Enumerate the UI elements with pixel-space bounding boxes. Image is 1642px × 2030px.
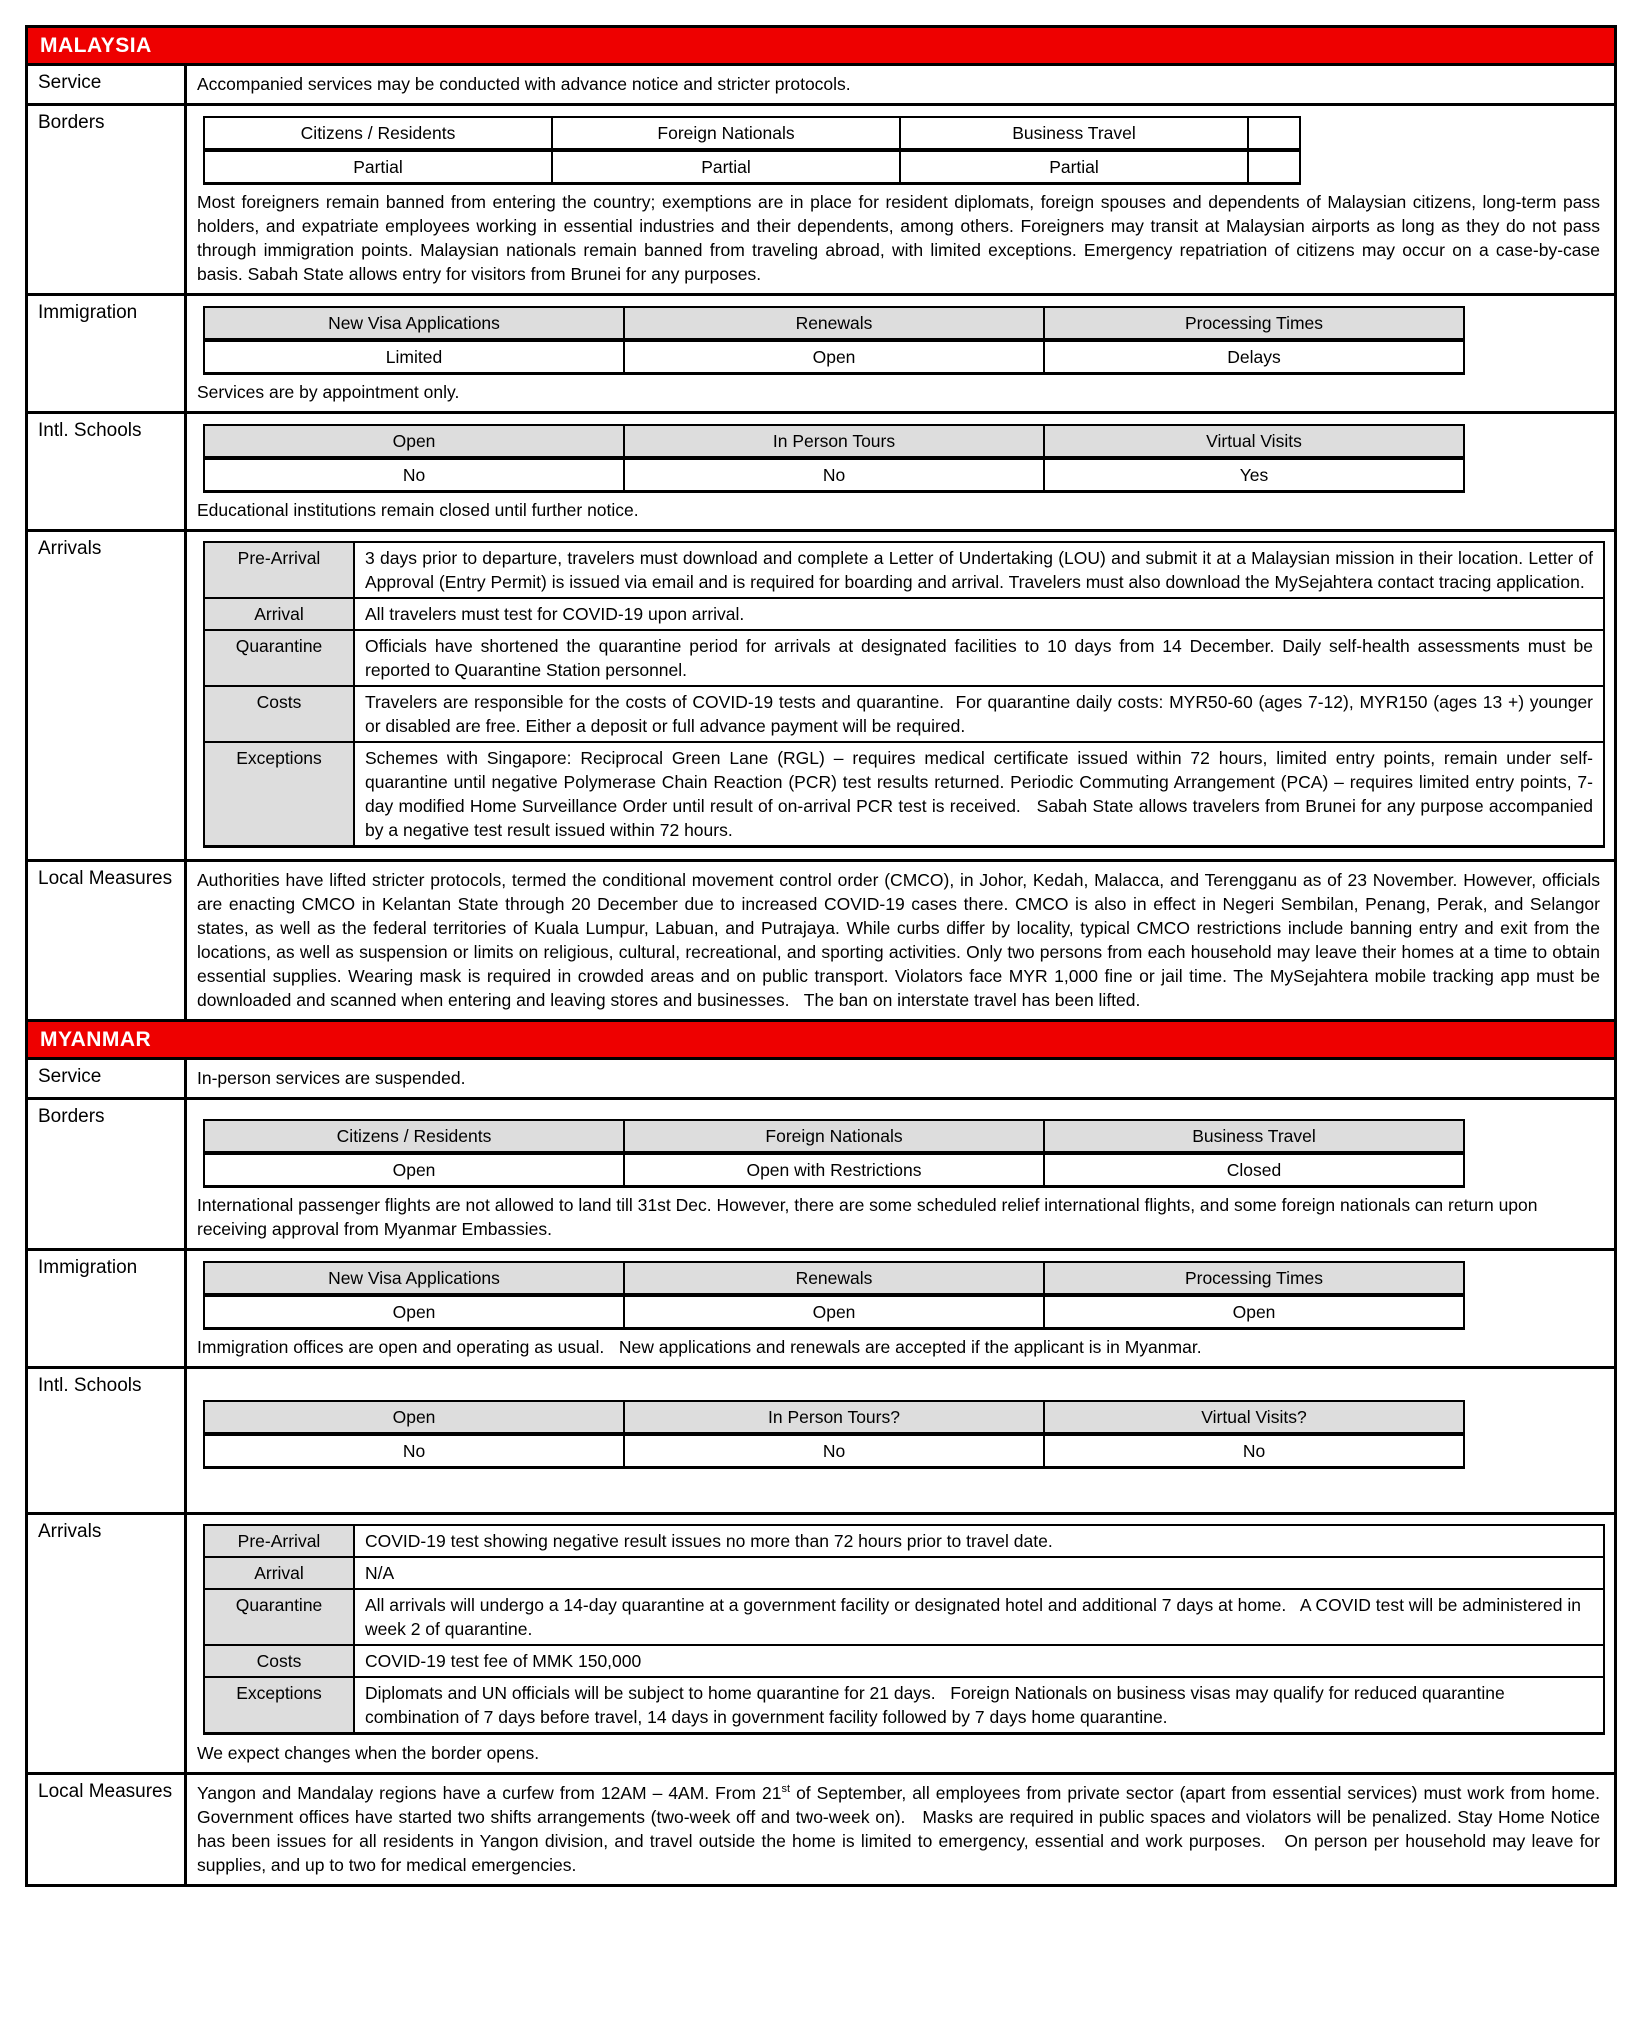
arrivals-text-exceptions: Diplomats and UN officials will be subject to home quarantine for 21 days. Foreign Nationals on business visas may qualify for reduced quarantine combination of 7 days before travel, 14 days in government facility followed by 7 days home quarantine.	[354, 1677, 1604, 1734]
table-header-row	[204, 425, 1464, 458]
value-cell-open: No	[204, 1434, 624, 1468]
value-cell-renewals: Open	[624, 340, 1044, 374]
arrivals-text-arrival: All travelers must test for COVID-19 upon arrival.	[354, 598, 1604, 630]
schools-content	[187, 414, 1614, 529]
table-value-row	[204, 150, 1300, 184]
schools-status-table	[203, 1400, 1465, 1469]
value-cell-renewals: Open	[624, 1295, 1044, 1329]
value-cell-business-travel: Closed	[1044, 1153, 1464, 1187]
row-myanmar-borders	[28, 1097, 1614, 1248]
immigration-text: Immigration offices are open and operating as usual. New applications and renewals are accepted if the applicant is in Myanmar.	[197, 1337, 1202, 1357]
local-measures-superscript: st	[781, 1783, 791, 1796]
table-header-row	[204, 117, 1300, 150]
row-myanmar-immigration	[28, 1248, 1614, 1366]
value-cell-citizens: Open	[204, 1153, 624, 1187]
empty-cell	[1248, 150, 1300, 184]
table-header-row	[204, 1262, 1464, 1295]
arrivals-row-arrival	[204, 598, 1604, 630]
service-text: In-person services are suspended.	[197, 1068, 466, 1088]
arrivals-text-arrival: N/A	[354, 1557, 1604, 1589]
arrivals-content	[187, 1515, 1614, 1772]
arrivals-details-table	[203, 541, 1605, 848]
arrivals-row-pre-arrival	[204, 1525, 1604, 1557]
service-content	[187, 1060, 1614, 1097]
header-cell-open: Open	[204, 425, 624, 458]
arrivals-details-table	[203, 1524, 1605, 1735]
borders-text: Most foreigners remain banned from entering the country; exemptions are in place for resident diplomats, foreign spouses and dependents of Malaysian citizens, long-term pass holders, and expatriate employees working in essential industries and their dependents, among others. Foreigners may transit at Malaysian airports as long as they do not pass through immigration points. Malaysian nationals remain banned from traveling abroad, with limited exceptions. Emergency repatriation of citizens may occur on a case-by-case basis. Sabah State allows entry for visitors from Brunei for any purposes.	[197, 192, 1600, 284]
header-cell-processing-times: Processing Times	[1044, 1262, 1464, 1295]
schools-status-table	[203, 424, 1465, 493]
arrivals-text-exceptions: Schemes with Singapore: Reciprocal Green Lane (RGL) – requires medical certificate issued within 72 hours, limited entry points, remain under self-quarantine until negative Polymerase Chain Reaction (PCR) test results returned. Periodic Commuting Arrangement (PCA) – requires limited entry points, 7-day modified Home Surveillance Order until result of on-arrival PCR test is received. Sabah State allows travelers from Brunei for any purpose accompanied by a negative test result issued within 72 hours.	[354, 742, 1604, 847]
arrivals-content	[187, 532, 1614, 859]
arrivals-label-pre-arrival: Pre-Arrival	[204, 542, 354, 598]
borders-content	[187, 106, 1614, 293]
value-cell-foreign-nationals: Open with Restrictions	[624, 1153, 1044, 1187]
value-cell-processing-times: Delays	[1044, 340, 1464, 374]
row-label-intl-schools: Intl. Schools	[28, 1369, 187, 1512]
table-value-row	[204, 1434, 1464, 1468]
table-value-row	[204, 340, 1464, 374]
header-cell-new-visa: New Visa Applications	[204, 1262, 624, 1295]
schools-content	[187, 1369, 1614, 1512]
header-cell-in-person-tours: In Person Tours	[624, 425, 1044, 458]
row-label-arrivals: Arrivals	[28, 532, 187, 859]
local-measures-part2: of September, all employees from private sector (apart from essential services) must work from home. Government offices have started two shifts arrangements (two-week off and two-week on). Masks are required in public spaces and violators will be penalized. Stay Home Notice has been issues for all residents in Yangon division, and travel outside the home is limited to emergency, essential and work purposes. On person per household may leave for supplies, and up to two for medical emergencies.	[197, 1783, 1600, 1875]
local-measures-text: Authorities have lifted stricter protocols, termed the conditional movement control order (CMCO), in Johor, Kedah, Malacca, and Terengganu as of 23 November. However, officials are enacting CMCO in Kelantan State through 20 December due to increased COVID-19 cases there. CMCO is also in effect in Negeri Sembilan, Penang, Perak, and Selangor states, as well as the federal territories of Kuala Lumpur, Labuan, and Putrajaya. While curbs differ by locality, typical CMCO restrictions include banning entry and exit from the locations, as well as suspension or limits on religious, cultural, recreational, and sporting activities. Only two persons from each household may leave their homes at a time to obtain essential supplies. Wearing mask is required in crowded areas and on public transport. Violators face MYR 1,000 fine or jail time. The MySejahtera mobile tracking app must be downloaded and scanned when entering and leaving stores and businesses. The ban on interstate travel has been lifted.	[197, 870, 1600, 1010]
header-cell-in-person-tours: In Person Tours?	[624, 1401, 1044, 1434]
arrivals-text-pre-arrival: COVID-19 test showing negative result issues no more than 72 hours prior to travel date.	[354, 1525, 1604, 1557]
arrivals-label-quarantine: Quarantine	[204, 1589, 354, 1645]
country-header-myanmar: MYANMAR	[28, 1019, 1614, 1057]
arrivals-label-quarantine: Quarantine	[204, 630, 354, 686]
header-cell-business-travel: Business Travel	[1044, 1120, 1464, 1153]
row-label-arrivals: Arrivals	[28, 1515, 187, 1772]
table-value-row	[204, 1153, 1464, 1187]
value-cell-new-visa: Limited	[204, 340, 624, 374]
arrivals-label-arrival: Arrival	[204, 598, 354, 630]
row-malaysia-schools	[28, 411, 1614, 529]
table-value-row	[204, 458, 1464, 492]
row-label-immigration: Immigration	[28, 296, 187, 411]
header-cell-new-visa: New Visa Applications	[204, 307, 624, 340]
row-label-service: Service	[28, 66, 187, 103]
row-myanmar-service	[28, 1057, 1614, 1097]
row-malaysia-borders	[28, 103, 1614, 293]
value-cell-new-visa: Open	[204, 1295, 624, 1329]
immigration-text: Services are by appointment only.	[197, 382, 460, 402]
row-label-intl-schools: Intl. Schools	[28, 414, 187, 529]
schools-text: Educational institutions remain closed until further notice.	[197, 500, 639, 520]
value-cell-virtual-visits: No	[1044, 1434, 1464, 1468]
row-label-local-measures: Local Measures	[28, 862, 187, 1019]
header-cell-foreign-nationals: Foreign Nationals	[624, 1120, 1044, 1153]
borders-status-table	[203, 1119, 1465, 1188]
borders-status-table	[203, 116, 1301, 185]
table-header-row	[204, 307, 1464, 340]
immigration-status-table	[203, 306, 1465, 375]
row-label-borders: Borders	[28, 106, 187, 293]
row-malaysia-service	[28, 63, 1614, 103]
arrivals-row-costs	[204, 1645, 1604, 1677]
arrivals-label-costs: Costs	[204, 1645, 354, 1677]
row-label-service: Service	[28, 1060, 187, 1097]
header-cell-citizens: Citizens / Residents	[204, 117, 552, 150]
value-cell-in-person-tours: No	[624, 458, 1044, 492]
row-label-local-measures: Local Measures	[28, 1775, 187, 1884]
arrivals-note: We expect changes when the border opens.	[197, 1743, 540, 1763]
arrivals-row-exceptions	[204, 1677, 1604, 1734]
arrivals-row-quarantine	[204, 1589, 1604, 1645]
local-measures-part1: Yangon and Mandalay regions have a curfew from 12AM – 4AM. From 21	[197, 1783, 782, 1803]
service-text: Accompanied services may be conducted with advance notice and stricter protocols.	[197, 74, 851, 94]
travel-restrictions-table	[25, 25, 1617, 1887]
table-value-row	[204, 1295, 1464, 1329]
country-header-malaysia: MALAYSIA	[28, 28, 1614, 63]
immigration-status-table	[203, 1261, 1465, 1330]
header-cell-foreign-nationals: Foreign Nationals	[552, 117, 900, 150]
immigration-content	[187, 296, 1614, 411]
empty-cell	[1248, 117, 1300, 150]
value-cell-foreign-nationals: Partial	[552, 150, 900, 184]
table-header-row	[204, 1120, 1464, 1153]
arrivals-row-costs	[204, 686, 1604, 742]
header-cell-virtual-visits: Virtual Visits?	[1044, 1401, 1464, 1434]
local-measures-content	[187, 862, 1614, 1019]
local-measures-text	[197, 1781, 1600, 1877]
service-content	[187, 66, 1614, 103]
row-malaysia-local-measures	[28, 859, 1614, 1019]
immigration-content	[187, 1251, 1614, 1366]
value-cell-virtual-visits: Yes	[1044, 458, 1464, 492]
header-cell-citizens: Citizens / Residents	[204, 1120, 624, 1153]
header-cell-business-travel: Business Travel	[900, 117, 1248, 150]
arrivals-row-exceptions	[204, 742, 1604, 847]
value-cell-citizens: Partial	[204, 150, 552, 184]
arrivals-label-arrival: Arrival	[204, 1557, 354, 1589]
header-cell-virtual-visits: Virtual Visits	[1044, 425, 1464, 458]
row-label-immigration: Immigration	[28, 1251, 187, 1366]
arrivals-text-costs: Travelers are responsible for the costs of COVID-19 tests and quarantine. For quarantine daily costs: MYR50-60 (ages 7-12), MYR150 (ages 13 +) younger or disabled are free. Either a deposit or full advance payment will be required.	[354, 686, 1604, 742]
header-cell-processing-times: Processing Times	[1044, 307, 1464, 340]
header-cell-renewals: Renewals	[624, 1262, 1044, 1295]
arrivals-row-arrival	[204, 1557, 1604, 1589]
row-myanmar-schools	[28, 1366, 1614, 1512]
header-cell-renewals: Renewals	[624, 307, 1044, 340]
row-malaysia-immigration	[28, 293, 1614, 411]
section-malaysia	[28, 28, 1614, 1019]
arrivals-row-pre-arrival	[204, 542, 1604, 598]
local-measures-content	[187, 1775, 1614, 1884]
arrivals-row-quarantine	[204, 630, 1604, 686]
row-myanmar-arrivals	[28, 1512, 1614, 1772]
arrivals-text-quarantine: Officials have shortened the quarantine period for arrivals at designated facilities to 10 days from 14 December. Daily self-health assessments must be reported to Quarantine Station personnel.	[354, 630, 1604, 686]
value-cell-business-travel: Partial	[900, 150, 1248, 184]
header-cell-open: Open	[204, 1401, 624, 1434]
row-malaysia-arrivals	[28, 529, 1614, 859]
borders-content	[187, 1100, 1614, 1248]
row-label-borders: Borders	[28, 1100, 187, 1248]
arrivals-label-costs: Costs	[204, 686, 354, 742]
value-cell-in-person-tours: No	[624, 1434, 1044, 1468]
section-myanmar	[28, 1019, 1614, 1884]
borders-text: International passenger flights are not allowed to land till 31st Dec. However, there are some scheduled relief international flights, and some foreign nationals can return upon receiving approval from Myanmar Embassies.	[197, 1195, 1538, 1239]
arrivals-label-exceptions: Exceptions	[204, 1677, 354, 1734]
value-cell-open: No	[204, 458, 624, 492]
arrivals-text-costs: COVID-19 test fee of MMK 150,000	[354, 1645, 1604, 1677]
arrivals-label-exceptions: Exceptions	[204, 742, 354, 847]
row-myanmar-local-measures	[28, 1772, 1614, 1884]
arrivals-label-pre-arrival: Pre-Arrival	[204, 1525, 354, 1557]
arrivals-text-quarantine: All arrivals will undergo a 14-day quarantine at a government facility or designated hotel and additional 7 days at home. A COVID test will be administered in week 2 of quarantine.	[354, 1589, 1604, 1645]
value-cell-processing-times: Open	[1044, 1295, 1464, 1329]
arrivals-text-pre-arrival: 3 days prior to departure, travelers must download and complete a Letter of Undertaking (LOU) and submit it at a Malaysian mission in their location. Letter of Approval (Entry Permit) is issued via email and is required for boarding and arrival. Travelers must also download the MySejahtera contact tracing application.	[354, 542, 1604, 598]
table-header-row	[204, 1401, 1464, 1434]
